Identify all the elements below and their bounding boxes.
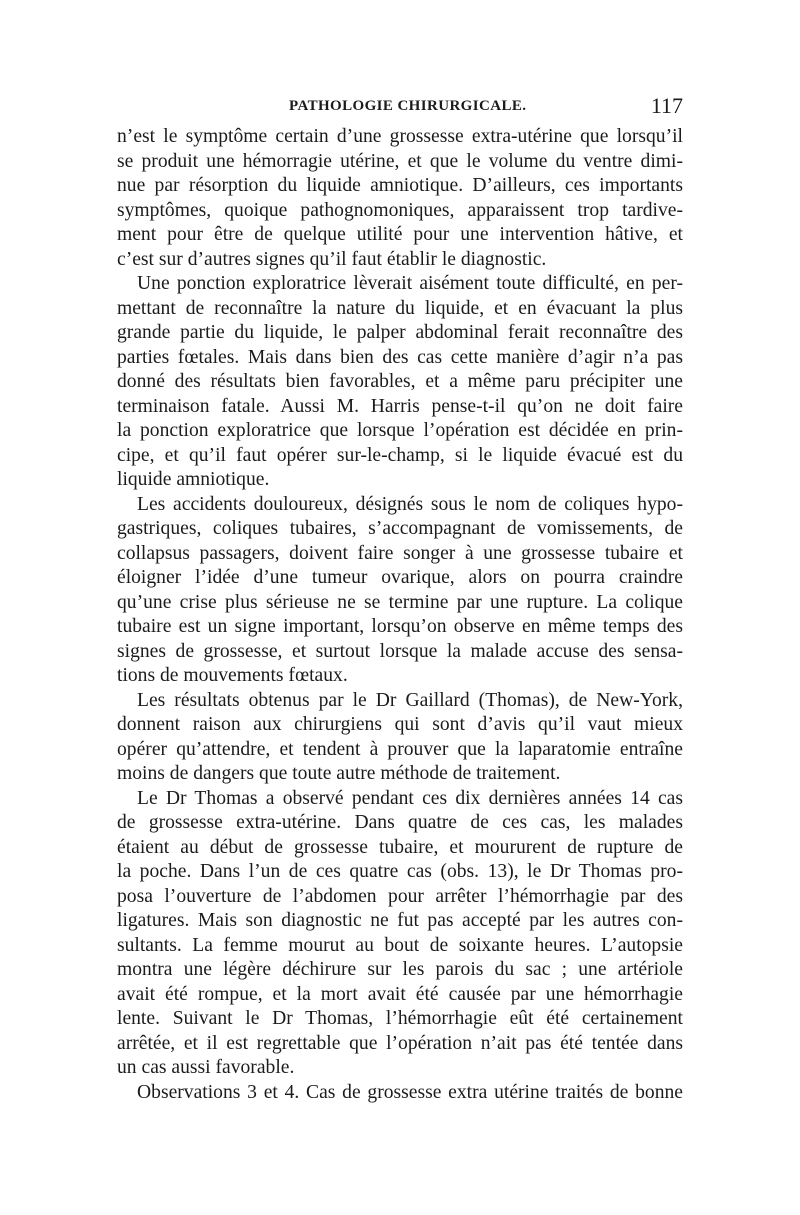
text-line: donné des résultats bien favorables, et a même paru précipiter une bbox=[117, 371, 683, 392]
text-line: arrêtée, et il est regrettable que l’opération n’ait pas été tentée dans bbox=[117, 1032, 683, 1054]
text-line: terminaison fatale. Aussi M. Harris pense-t-il qu’on ne doit faire bbox=[117, 395, 683, 417]
text-line: gastriques, coliques tubaires, s’accompagnant de vomissements, de bbox=[117, 518, 683, 539]
text-line: grande partie du liquide, le palper abdominal ferait reconnaître des bbox=[117, 322, 683, 343]
text-line: la ponction exploratrice que lorsque l’opération est décidée en prin- bbox=[117, 420, 683, 441]
text-line: Les accidents douloureux, désignés sous le nom de coliques hypo- bbox=[137, 493, 683, 515]
text-line: n’est le symptôme certain d’une grossesse extra-utérine que lorsqu’il bbox=[117, 126, 683, 147]
text-line: c’est sur d’autres signes qu’il faut établir le diagnostic. bbox=[117, 248, 547, 270]
text-line: Observations 3 et 4. Cas de grossesse extra utérine traités de bonne bbox=[137, 1081, 683, 1103]
text-line: Une ponction exploratrice lèverait aisément toute difficulté, en per- bbox=[137, 273, 683, 294]
text-line: tions de mouvements fœtaux. bbox=[117, 665, 348, 686]
text-line: posa l’ouverture de l’abdomen pour arrêter l’hémorrhagie par des bbox=[117, 885, 683, 907]
text-block bbox=[117, 125, 683, 1105]
text-line: étaient au début de grossesse tubaire, et moururent de rupture de bbox=[117, 836, 683, 858]
text-line: sultants. La femme mourut au bout de soixante heures. L’autopsie bbox=[117, 934, 683, 956]
text-line: symptômes, quoique pathognomoniques, apparaissent trop tardive- bbox=[117, 199, 683, 221]
running-head bbox=[117, 93, 683, 124]
text-line: mettant de reconnaître la nature du liquide, et en évacuant la plus bbox=[117, 297, 683, 319]
text-line: tubaire est un signe important, lorsqu’on observe en même temps des bbox=[117, 616, 683, 637]
text-line: donnent raison aux chirurgiens qui sont d’avis qu’il vaut mieux bbox=[117, 714, 683, 735]
running-title: PATHOLOGIE CHIRURGICALE. bbox=[289, 98, 527, 114]
text-line: parties fœtales. Mais dans bien des cas cette manière d’agir n’a pas bbox=[117, 346, 683, 368]
text-line: avait été rompue, et la mort avait été causée par une hémorrhagie bbox=[117, 983, 683, 1005]
text-line: cipe, et qu’il faut opérer sur-le-champ, si le liquide évacué est du bbox=[117, 444, 683, 466]
text-line: ment pour être de quelque utilité pour une intervention hâtive, et bbox=[117, 224, 683, 245]
body-text bbox=[117, 125, 683, 1105]
text-line: Le Dr Thomas a observé pendant ces dix dernières années 14 cas bbox=[137, 787, 683, 809]
text-line: liquide amniotique. bbox=[117, 469, 270, 490]
text-line: de grossesse extra-utérine. Dans quatre de ces cas, les malades bbox=[117, 812, 683, 833]
text-line: opérer qu’attendre, et tendent à prouver que la laparatomie entraîne bbox=[117, 738, 683, 760]
text-line: collapsus passagers, doivent faire songer à une grossesse tubaire et bbox=[117, 542, 683, 564]
text-line: Les résultats obtenus par le Dr Gaillard (Thomas), de New-York, bbox=[137, 689, 683, 711]
text-line: montra une légère déchirure sur les parois du sac ; une artériole bbox=[117, 959, 683, 980]
text-line: un cas aussi favorable. bbox=[117, 1057, 295, 1078]
text-line: ligatures. Mais son diagnostic ne fut pas accepté par les autres con- bbox=[117, 910, 683, 931]
text-line: moins de dangers que toute autre méthode de traitement. bbox=[117, 763, 561, 784]
text-line: éloigner l’idée d’une tumeur ovarique, alors on pourra craindre bbox=[117, 567, 683, 588]
text-line: signes de grossesse, et surtout lorsque la malade accuse des sensa- bbox=[117, 640, 683, 662]
page-number: 117 bbox=[650, 93, 683, 118]
text-line: lente. Suivant le Dr Thomas, l’hémorrhagie eût été certainement bbox=[117, 1008, 683, 1029]
text-line: nue par résorption du liquide amniotique. D’ailleurs, ces importants bbox=[117, 175, 683, 196]
text-line: qu’une crise plus sérieuse ne se termine par une rupture. La colique bbox=[117, 591, 683, 613]
text-line: la poche. Dans l’un de ces quatre cas (obs. 13), le Dr Thomas pro- bbox=[117, 861, 683, 882]
text-line: se produit une hémorragie utérine, et que le volume du ventre dimi- bbox=[117, 150, 683, 172]
